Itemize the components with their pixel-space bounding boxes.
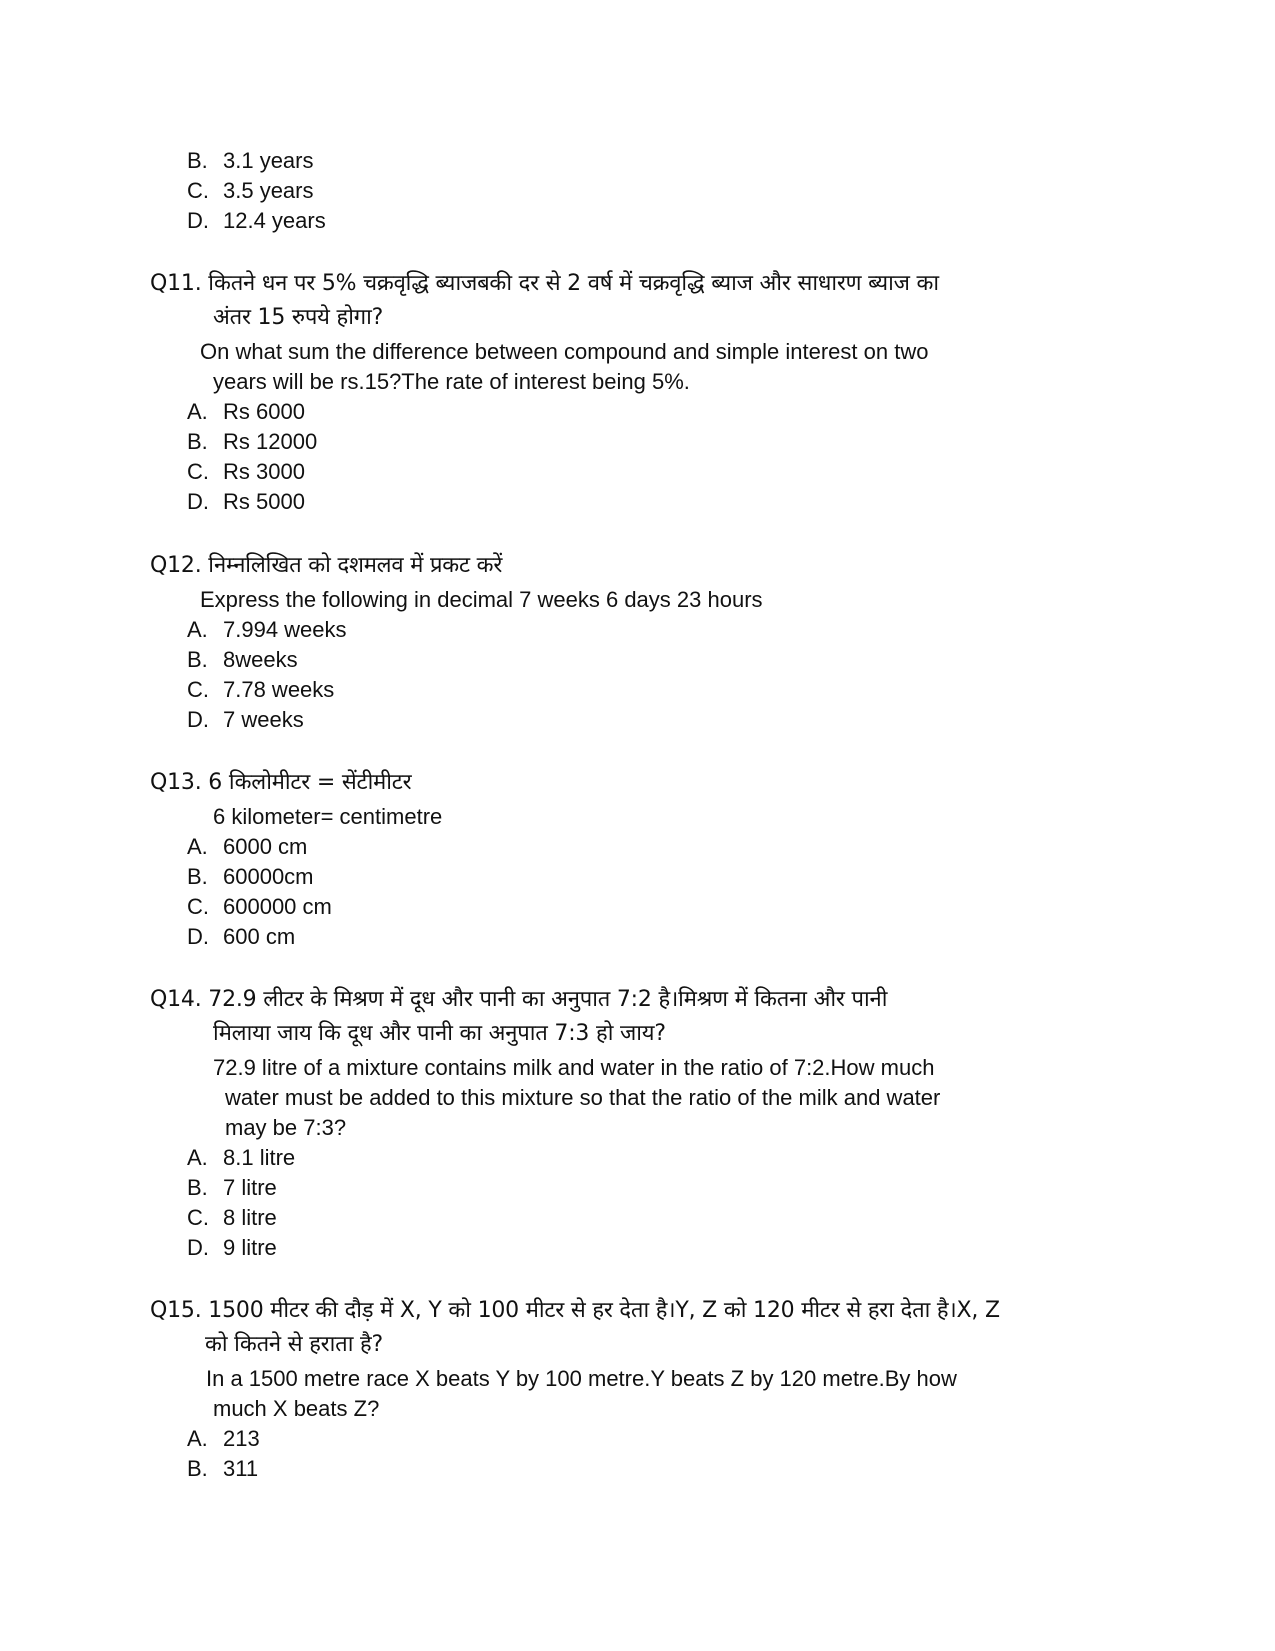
q10-option-d	[187, 206, 326, 236]
option-text: 7 weeks	[223, 707, 304, 732]
option-text: Rs 12000	[223, 429, 318, 454]
option-text: 600 cm	[223, 924, 296, 949]
q10-option-c	[187, 176, 314, 206]
q13-hindi-line-1: Q13. 6 किलोमीटर = सेंटीमीटर	[150, 770, 412, 795]
option-text: 600000 cm	[223, 894, 332, 919]
q13-option-d	[187, 922, 295, 952]
option-letter: D.	[187, 924, 209, 949]
q11-hindi-line-1: Q11. कितने धन पर 5% चक्रवृद्धि ब्याजबकी दर से 2 वर्ष में चक्रवृद्धि ब्याज और साधारण ब्याज का	[150, 271, 939, 296]
q11-hindi-line-2: अंतर 15 रुपये होगा?	[213, 305, 384, 330]
q12-option-a	[187, 615, 347, 645]
q15-option-b	[187, 1454, 258, 1484]
option-text: 213	[223, 1426, 260, 1451]
option-text: 3.1 years	[223, 148, 314, 173]
option-letter: B.	[187, 148, 208, 173]
q15-english-line-1: In a 1500 metre race X beats Y by 100 metre.Y beats Z by 120 metre.By how	[206, 1366, 957, 1391]
q14-english-line-3: may be 7:3?	[225, 1115, 347, 1140]
q14-hindi-line-2: मिलाया जाय कि दूध और पानी का अनुपात 7:3 हो जाय?	[213, 1021, 666, 1046]
option-letter: B.	[187, 429, 208, 454]
q14-option-d	[187, 1233, 277, 1263]
option-letter: A.	[187, 1426, 208, 1451]
option-letter: A.	[187, 617, 208, 642]
option-letter: B.	[187, 864, 208, 889]
q12-option-d	[187, 705, 304, 735]
option-letter: A.	[187, 399, 208, 424]
q15-option-a	[187, 1424, 260, 1454]
q15-english-line-2: much X beats Z?	[213, 1396, 380, 1421]
option-text: 7.994 weeks	[223, 617, 347, 642]
option-text: 8.1 litre	[223, 1145, 296, 1170]
q14-english-line-2: water must be added to this mixture so that the ratio of the milk and water	[225, 1085, 941, 1110]
q11-english-line-1: On what sum the difference between compound and simple interest on two	[200, 339, 929, 364]
option-text: 7 litre	[223, 1175, 277, 1200]
option-letter: A.	[187, 834, 208, 859]
option-letter: C.	[187, 178, 209, 203]
option-text: 311	[223, 1456, 259, 1481]
q13-english-line-1: 6 kilometer= centimetre	[213, 804, 443, 829]
q13-option-b	[187, 862, 314, 892]
option-letter: D.	[187, 707, 209, 732]
option-letter: C.	[187, 1205, 209, 1230]
q12-option-b	[187, 645, 298, 675]
q14-hindi-line-1: Q14. 72.9 लीटर के मिश्रण में दूध और पानी का अनुपात 7:2 है।मिश्रण में कितना और पानी	[150, 987, 888, 1012]
option-letter: C.	[187, 894, 209, 919]
q11-option-b	[187, 427, 317, 457]
q14-option-b	[187, 1173, 277, 1203]
option-text: Rs 5000	[223, 489, 305, 514]
q13-option-a	[187, 832, 307, 862]
option-letter: D.	[187, 1235, 209, 1260]
q14-option-a	[187, 1143, 295, 1173]
q11-option-a	[187, 397, 305, 427]
q14-english-line-1: 72.9 litre of a mixture contains milk and water in the ratio of 7:2.How much	[213, 1055, 935, 1080]
option-text: 7.78 weeks	[223, 677, 335, 702]
option-letter: A.	[187, 1145, 208, 1170]
option-text: 6000 cm	[223, 834, 308, 859]
q15-hindi-line-1: Q15. 1500 मीटर की दौड़ में X, Y को 100 मीटर से हर देता है।Y, Z को 120 मीटर से हरा देता है।X, Z	[150, 1298, 1000, 1323]
option-letter: C.	[187, 459, 209, 484]
q12-option-c	[187, 675, 334, 705]
option-letter: B.	[187, 1456, 208, 1481]
q11-option-d	[187, 487, 305, 517]
q15-hindi-line-2: को कितने से हराता है?	[205, 1332, 383, 1357]
option-letter: C.	[187, 677, 209, 702]
option-letter: B.	[187, 647, 208, 672]
option-letter: B.	[187, 1175, 208, 1200]
q14-option-c	[187, 1203, 277, 1233]
option-text: 8 litre	[223, 1205, 277, 1230]
q10-option-b	[187, 146, 314, 176]
q12-hindi-line-1: Q12. निम्नलिखित को दशमलव में प्रकट करें	[150, 553, 503, 578]
option-letter: D.	[187, 208, 209, 233]
option-text: Rs 6000	[223, 399, 305, 424]
option-text: 9 litre	[223, 1235, 277, 1260]
option-text: 12.4 years	[223, 208, 326, 233]
option-letter: D.	[187, 489, 209, 514]
option-text: 8weeks	[223, 647, 298, 672]
q12-english-line-1: Express the following in decimal 7 weeks 6 days 23 hours	[200, 587, 763, 612]
q11-english-line-2: years will be rs.15?The rate of interest being 5%.	[213, 369, 690, 394]
option-text: 60000cm	[223, 864, 314, 889]
q13-option-c	[187, 892, 332, 922]
option-text: Rs 3000	[223, 459, 305, 484]
option-text: 3.5 years	[223, 178, 314, 203]
q11-option-c	[187, 457, 305, 487]
